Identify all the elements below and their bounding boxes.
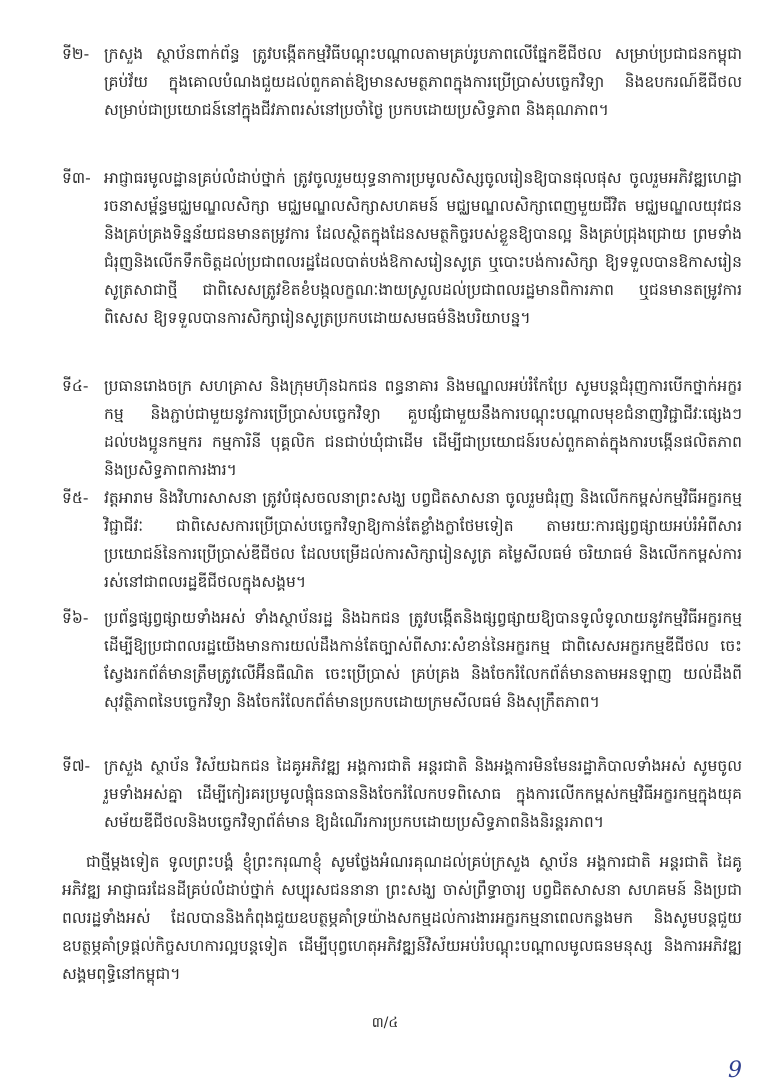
closing-paragraph — [62, 848, 742, 988]
item-number: ទី៦- — [62, 609, 89, 627]
item-text: ក្រសួង ស្ថាប័នពាក់ព័ន្ធ ត្រូវបង្កើតកម្មវិធីបណ្តុះបណ្តាលតាមគ្រប់រូបភាពលើផ្នែកឌីជីថល សម្រាប់ប្រជាជនកម្ពុជាគ្រប់វ័យ ក្នុងគោលបំណងជួយដល់ពួកគាត់ឱ្យមានសមត្ថភាពក្នុងការប្រើប្រាស់បច្ចេកវិទ្យា និងឧបករណ៍ឌីជីថល សម្រាប់ជាប្រយោជន៍នៅក្នុងជីវភាពរស់នៅប្រចាំថ្ងៃ ប្រកបដោយប្រសិទ្ធភាព និងគុណភាព។ — [104, 45, 742, 119]
item-text: វត្តអារាម និងវិហារសាសនា ត្រូវបំផុសចលនាព្រះសង្ឃ បព្វជិតសាសនា ចូលរួមជំរុញ និងលើកកម្ពស់កម្មវិធីអក្ខរកម្មវិជ្ជាជីវៈ ជាពិសេសការប្រើប្រាស់បច្ចេកវិទ្យាឱ្យកាន់តែខ្លាំងក្លាថែមទៀត តាមរយៈការផ្សព្វផ្សាយអប់រំអំពីសារប្រយោជន៍នៃការប្រើប្រាស់ឌីជីថល ដែលបម្រើដល់ការសិក្សារៀនសូត្រ គម្លៃសីលធម៌ ចរិយាធម៌ និងលើកកម្ពស់ការរស់នៅជាពលរដ្ឋឌីជីថលក្នុងសង្គម។ — [104, 489, 742, 591]
item-number: ទី៣- — [62, 169, 91, 187]
item-text: ក្រសួង ស្ថាប័ន វិស័យឯកជន ដៃគូអភិវឌ្ឍ អង្គការជាតិ អន្តរជាតិ និងអង្គការមិនមែនរដ្ឋាភិបាលទាំងអស់ សូមចូលរួមទាំងអស់គ្នា ដើម្បីកៀរគរប្រមូលផ្តុំធនធាននិងចែករំលែកបទពិសោធ ក្នុងការលើកកម្ពស់កម្មវិធីអក្ខរកម្មក្នុងយុគសម័យឌីជីថលនិងបច្ចេកវិទ្យាព័ត៌មាន ឱ្យដំណើរការប្រកបដោយប្រសិទ្ធភាពនិងនិរន្តរភាព។ — [104, 757, 742, 831]
item-number: ទី៥- — [62, 489, 89, 507]
closing-text: ជាថ្មីម្តងទៀត ទូលព្រះបង្គំ ខ្ញុំព្រះករុណាខ្ញុំ សូមថ្លែងអំណរគុណដល់គ្រប់ក្រសួង ស្ថាប័ន អង្គការជាតិ អន្តរជាតិ ដៃគូអភិវឌ្ឍ អាជ្ញាធរដែនដីគ្រប់លំដាប់ថ្នាក់ សប្បុរសជននានា ព្រះសង្ឃ ចាស់ព្រឹទ្ធាចារ្យ បព្វជិតសាសនា សហគមន៍ និងប្រជាពលរដ្ឋទាំងអស់ ដែលបាននិងកំពុងជួយឧបត្ថម្ភគាំទ្រយ៉ាងសកម្មដល់ការងារអក្ខរកម្មនាពេលកន្លងមក និងសូមបន្តជួយឧបត្ថម្ភគាំទ្រផ្តល់កិច្ចសហការល្អបន្តទៀត ដើម្បីបុព្វហេតុអភិវឌ្ឍន៍វិស័យអប់រំបណ្តុះបណ្តាលមូលធនមនុស្ស និងការអភិវឌ្ឍសង្គមពុទ្ធិនៅកម្ពុជា។ — [62, 853, 742, 983]
item-text: ប្រធានរោងចក្រ សហគ្រាស និងក្រុមហ៊ុនឯកជន ពន្ធនាគារ និងមណ្ឌលអប់រំកែប្រែ សូមបន្តជំរុញការបើកថ្នាក់អក្ខរកម្ម និងភ្ជាប់ជាមួយនូវការប្រើប្រាស់បច្ចេកវិទ្យា គួបផ្សំជាមួយនឹងការបណ្តុះបណ្តាលមុខជំនាញវិជ្ជាជីវៈផ្សេងៗ ដល់បងប្អូនកម្មករ កម្មការិនី បុគ្គលិក ជនជាប់ឃុំជាដើម ដើម្បីជាប្រយោជន៍របស់ពួកគាត់ក្នុងការបង្កើនផលិតភាព និងប្រសិទ្ធភាពការងារ។ — [104, 377, 742, 479]
item-number: ទី២- — [62, 45, 90, 63]
item-text: អាជ្ញាធរមូលដ្ឋានគ្រប់លំដាប់ថ្នាក់ ត្រូវចូលរួមយុទ្ធនាការប្រមូលសិស្សចូលរៀនឱ្យបានផុលផុស ចូលរួមអភិវឌ្ឍហេដ្ឋារចនាសម្ព័ន្ធមជ្ឈមណ្ឌលសិក្សា មជ្ឈមណ្ឌលសិក្សាសហគមន៍ មជ្ឈមណ្ឌលសិក្សាពេញមួយជីវិត មជ្ឈមណ្ឌលយុវជន និងគ្រប់គ្រងទិន្នន័យជនមានតម្រូវការ ដែលស្ថិតក្នុងដែនសមត្ថកិច្ចរបស់ខ្លួនឱ្យបានល្អ និងគ្រប់ជ្រុងជ្រោយ ព្រមទាំងជំរុញនិងលើកទឹកចិត្តដល់ប្រជាពលរដ្ឋដែលបាត់បង់ឱកាសរៀនសូត្រ ឬបោះបង់ការសិក្សា ឱ្យទទួលបានឱកាសរៀនសូត្រសាជាថ្មី ជាពិសេសត្រូវខិតខំបង្កលក្ខណៈងាយស្រួលដល់ប្រជាពលរដ្ឋមានពិការភាព ឬជនមានតម្រូវការពិសេស ឱ្យទទួលបានការសិក្សារៀនសូត្រប្រកបដោយសមធម៌និងបរិយាបន្ន។ — [104, 169, 742, 327]
handwritten-mark: 9 — [728, 1058, 742, 1083]
page-number: ៣/៤ — [371, 1015, 399, 1031]
item-text: ប្រព័ន្ធផ្សព្វផ្សាយទាំងអស់ ទាំងស្ថាប័នរដ្ឋ និងឯកជន ត្រូវបង្កើតនិងផ្សព្វផ្សាយឱ្យបានទូលំទូលាយនូវកម្មវិធីអក្ខរកម្ម ដើម្បីឱ្យប្រជាពលរដ្ឋយើងមានការយល់ដឹងកាន់តែច្បាស់ពីសារៈសំខាន់នៃអក្ខរកម្ម ជាពិសេសអក្ខរកម្មឌីជីថល ចេះស្វែងរកព័ត៌មានត្រឹមត្រូវលើអ៊ីនធឺណិត ចេះប្រើប្រាស់ គ្រប់គ្រង និងចែករំលែកព័ត៌មានតាមអនឡាញ យល់ដឹងពីសុវត្ថិភាពនៃបច្ចេកវិទ្យា និងចែករំលែកព័ត៌មានប្រកបដោយក្រមសីលធម៌ និងសុក្រឹតភាព។ — [104, 609, 742, 711]
item-number: ទី៧- — [62, 757, 91, 775]
item-number: ទី៤- — [62, 377, 89, 395]
